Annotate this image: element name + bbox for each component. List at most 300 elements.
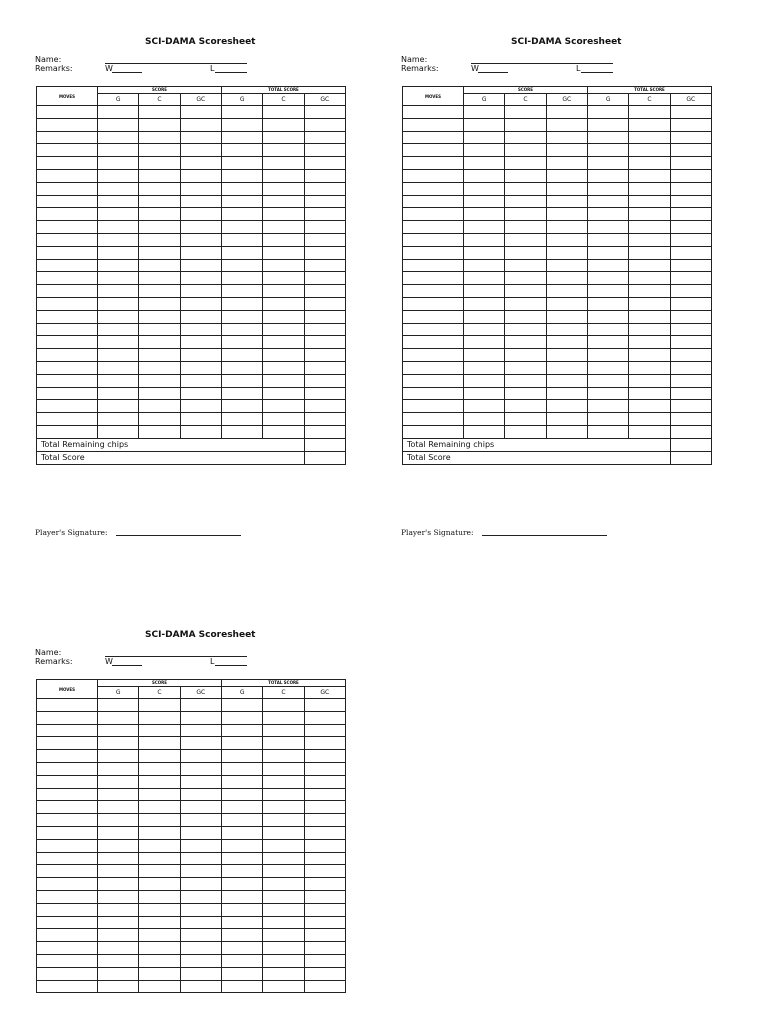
score-cell[interactable]	[629, 400, 670, 413]
moves-cell[interactable]	[37, 967, 98, 980]
moves-cell[interactable]	[403, 413, 464, 426]
score-cell[interactable]	[629, 195, 670, 208]
moves-cell[interactable]	[37, 144, 98, 157]
score-cell[interactable]	[464, 233, 505, 246]
score-cell[interactable]	[670, 323, 711, 336]
score-cell[interactable]	[629, 272, 670, 285]
score-cell[interactable]	[304, 297, 345, 310]
score-cell[interactable]	[304, 826, 345, 839]
score-cell[interactable]	[670, 157, 711, 170]
score-cell[interactable]	[670, 144, 711, 157]
score-cell[interactable]	[464, 246, 505, 259]
score-cell[interactable]	[629, 374, 670, 387]
score-cell[interactable]	[505, 182, 546, 195]
score-cell[interactable]	[587, 387, 628, 400]
score-cell[interactable]	[139, 980, 180, 993]
score-cell[interactable]	[629, 413, 670, 426]
moves-cell[interactable]	[403, 387, 464, 400]
score-cell[interactable]	[587, 144, 628, 157]
score-cell[interactable]	[139, 118, 180, 131]
score-cell[interactable]	[180, 967, 221, 980]
score-cell[interactable]	[464, 272, 505, 285]
moves-cell[interactable]	[403, 259, 464, 272]
score-cell[interactable]	[139, 903, 180, 916]
score-cell[interactable]	[221, 775, 262, 788]
score-cell[interactable]	[263, 954, 304, 967]
score-cell[interactable]	[221, 131, 262, 144]
score-cell[interactable]	[221, 310, 262, 323]
moves-cell[interactable]	[403, 246, 464, 259]
score-cell[interactable]	[221, 711, 262, 724]
score-cell[interactable]	[180, 297, 221, 310]
score-cell[interactable]	[221, 285, 262, 298]
score-cell[interactable]	[304, 425, 345, 438]
score-cell[interactable]	[670, 259, 711, 272]
moves-cell[interactable]	[403, 285, 464, 298]
score-cell[interactable]	[670, 131, 711, 144]
score-cell[interactable]	[221, 400, 262, 413]
score-cell[interactable]	[139, 349, 180, 362]
score-cell[interactable]	[221, 942, 262, 955]
moves-cell[interactable]	[403, 425, 464, 438]
score-cell[interactable]	[670, 336, 711, 349]
score-cell[interactable]	[98, 826, 139, 839]
score-cell[interactable]	[464, 118, 505, 131]
moves-cell[interactable]	[403, 208, 464, 221]
score-cell[interactable]	[98, 118, 139, 131]
score-cell[interactable]	[221, 967, 262, 980]
score-cell[interactable]	[139, 285, 180, 298]
score-cell[interactable]	[263, 724, 304, 737]
score-cell[interactable]	[98, 297, 139, 310]
score-cell[interactable]	[98, 259, 139, 272]
score-cell[interactable]	[180, 711, 221, 724]
score-cell[interactable]	[98, 374, 139, 387]
name-field[interactable]	[105, 63, 247, 64]
moves-cell[interactable]	[403, 118, 464, 131]
score-cell[interactable]	[670, 246, 711, 259]
score-cell[interactable]	[221, 233, 262, 246]
score-cell[interactable]	[546, 106, 587, 119]
score-cell[interactable]	[670, 208, 711, 221]
moves-cell[interactable]	[403, 361, 464, 374]
score-cell[interactable]	[139, 814, 180, 827]
score-cell[interactable]	[587, 157, 628, 170]
moves-cell[interactable]	[403, 272, 464, 285]
moves-cell[interactable]	[37, 272, 98, 285]
score-cell[interactable]	[263, 878, 304, 891]
win-field[interactable]	[478, 72, 508, 73]
score-cell[interactable]	[221, 336, 262, 349]
score-cell[interactable]	[98, 106, 139, 119]
score-cell[interactable]	[263, 750, 304, 763]
score-cell[interactable]	[98, 195, 139, 208]
score-cell[interactable]	[221, 954, 262, 967]
signature-field[interactable]	[116, 535, 241, 536]
moves-cell[interactable]	[37, 208, 98, 221]
moves-cell[interactable]	[37, 195, 98, 208]
score-cell[interactable]	[139, 699, 180, 712]
score-cell[interactable]	[546, 361, 587, 374]
score-cell[interactable]	[263, 942, 304, 955]
score-cell[interactable]	[629, 233, 670, 246]
score-cell[interactable]	[221, 118, 262, 131]
score-cell[interactable]	[221, 272, 262, 285]
score-cell[interactable]	[221, 762, 262, 775]
score-cell[interactable]	[670, 118, 711, 131]
score-cell[interactable]	[263, 144, 304, 157]
score-cell[interactable]	[263, 903, 304, 916]
score-cell[interactable]	[263, 711, 304, 724]
score-cell[interactable]	[546, 208, 587, 221]
score-cell[interactable]	[139, 839, 180, 852]
moves-cell[interactable]	[37, 182, 98, 195]
score-cell[interactable]	[139, 208, 180, 221]
score-cell[interactable]	[505, 272, 546, 285]
score-cell[interactable]	[139, 106, 180, 119]
score-cell[interactable]	[587, 413, 628, 426]
score-cell[interactable]	[587, 272, 628, 285]
score-cell[interactable]	[263, 106, 304, 119]
score-cell[interactable]	[629, 310, 670, 323]
moves-cell[interactable]	[37, 890, 98, 903]
score-cell[interactable]	[587, 195, 628, 208]
score-cell[interactable]	[304, 169, 345, 182]
score-cell[interactable]	[180, 890, 221, 903]
score-cell[interactable]	[139, 157, 180, 170]
moves-cell[interactable]	[37, 131, 98, 144]
score-cell[interactable]	[304, 361, 345, 374]
score-cell[interactable]	[180, 878, 221, 891]
score-cell[interactable]	[304, 246, 345, 259]
score-cell[interactable]	[670, 413, 711, 426]
score-cell[interactable]	[263, 336, 304, 349]
score-cell[interactable]	[304, 310, 345, 323]
score-cell[interactable]	[304, 903, 345, 916]
score-cell[interactable]	[180, 400, 221, 413]
score-cell[interactable]	[304, 387, 345, 400]
score-cell[interactable]	[464, 144, 505, 157]
score-cell[interactable]	[139, 826, 180, 839]
moves-cell[interactable]	[37, 942, 98, 955]
score-cell[interactable]	[180, 246, 221, 259]
moves-cell[interactable]	[37, 349, 98, 362]
score-cell[interactable]	[505, 374, 546, 387]
score-cell[interactable]	[629, 131, 670, 144]
score-cell[interactable]	[304, 144, 345, 157]
moves-cell[interactable]	[37, 387, 98, 400]
score-cell[interactable]	[98, 801, 139, 814]
score-cell[interactable]	[546, 157, 587, 170]
score-cell[interactable]	[670, 400, 711, 413]
score-cell[interactable]	[587, 310, 628, 323]
score-cell[interactable]	[221, 865, 262, 878]
score-cell[interactable]	[304, 724, 345, 737]
score-cell[interactable]	[98, 737, 139, 750]
score-cell[interactable]	[587, 361, 628, 374]
score-cell[interactable]	[98, 425, 139, 438]
moves-cell[interactable]	[403, 336, 464, 349]
moves-cell[interactable]	[37, 788, 98, 801]
score-cell[interactable]	[263, 801, 304, 814]
score-cell[interactable]	[505, 221, 546, 234]
score-cell[interactable]	[464, 169, 505, 182]
score-cell[interactable]	[139, 131, 180, 144]
score-cell[interactable]	[546, 310, 587, 323]
score-cell[interactable]	[263, 259, 304, 272]
score-cell[interactable]	[629, 297, 670, 310]
moves-cell[interactable]	[37, 865, 98, 878]
score-cell[interactable]	[546, 246, 587, 259]
score-cell[interactable]	[98, 750, 139, 763]
moves-cell[interactable]	[37, 750, 98, 763]
score-cell[interactable]	[180, 801, 221, 814]
score-cell[interactable]	[546, 272, 587, 285]
score-cell[interactable]	[304, 801, 345, 814]
score-cell[interactable]	[139, 233, 180, 246]
score-cell[interactable]	[180, 169, 221, 182]
score-cell[interactable]	[98, 775, 139, 788]
score-cell[interactable]	[304, 750, 345, 763]
score-cell[interactable]	[263, 387, 304, 400]
score-cell[interactable]	[505, 361, 546, 374]
score-cell[interactable]	[464, 131, 505, 144]
moves-cell[interactable]	[37, 762, 98, 775]
score-cell[interactable]	[263, 775, 304, 788]
score-cell[interactable]	[464, 400, 505, 413]
score-cell[interactable]	[263, 788, 304, 801]
score-cell[interactable]	[304, 954, 345, 967]
score-cell[interactable]	[139, 221, 180, 234]
score-cell[interactable]	[505, 259, 546, 272]
score-cell[interactable]	[180, 737, 221, 750]
score-cell[interactable]	[180, 954, 221, 967]
moves-cell[interactable]	[37, 413, 98, 426]
score-cell[interactable]	[98, 285, 139, 298]
score-cell[interactable]	[221, 737, 262, 750]
score-cell[interactable]	[464, 361, 505, 374]
score-cell[interactable]	[139, 413, 180, 426]
moves-cell[interactable]	[37, 233, 98, 246]
score-cell[interactable]	[587, 182, 628, 195]
score-cell[interactable]	[304, 106, 345, 119]
score-cell[interactable]	[180, 814, 221, 827]
score-cell[interactable]	[180, 195, 221, 208]
score-cell[interactable]	[629, 118, 670, 131]
signature-field[interactable]	[482, 535, 607, 536]
score-cell[interactable]	[505, 425, 546, 438]
score-cell[interactable]	[263, 814, 304, 827]
score-cell[interactable]	[221, 878, 262, 891]
win-field[interactable]	[112, 665, 142, 666]
score-cell[interactable]	[587, 425, 628, 438]
score-cell[interactable]	[98, 361, 139, 374]
score-cell[interactable]	[180, 272, 221, 285]
moves-cell[interactable]	[403, 144, 464, 157]
score-cell[interactable]	[304, 711, 345, 724]
score-cell[interactable]	[505, 144, 546, 157]
score-cell[interactable]	[304, 413, 345, 426]
moves-cell[interactable]	[37, 711, 98, 724]
score-cell[interactable]	[98, 182, 139, 195]
score-cell[interactable]	[180, 106, 221, 119]
score-cell[interactable]	[263, 157, 304, 170]
moves-cell[interactable]	[37, 980, 98, 993]
moves-cell[interactable]	[37, 259, 98, 272]
score-cell[interactable]	[221, 852, 262, 865]
score-cell[interactable]	[180, 259, 221, 272]
moves-cell[interactable]	[403, 297, 464, 310]
score-cell[interactable]	[139, 916, 180, 929]
score-cell[interactable]	[180, 323, 221, 336]
moves-cell[interactable]	[37, 361, 98, 374]
score-cell[interactable]	[139, 310, 180, 323]
score-cell[interactable]	[546, 259, 587, 272]
score-cell[interactable]	[505, 131, 546, 144]
moves-cell[interactable]	[403, 169, 464, 182]
moves-cell[interactable]	[403, 349, 464, 362]
score-cell[interactable]	[587, 285, 628, 298]
score-cell[interactable]	[98, 246, 139, 259]
score-cell[interactable]	[98, 929, 139, 942]
score-cell[interactable]	[587, 233, 628, 246]
total-remaining-cell[interactable]	[304, 438, 345, 451]
score-cell[interactable]	[139, 425, 180, 438]
score-cell[interactable]	[546, 118, 587, 131]
score-cell[interactable]	[180, 336, 221, 349]
total-score-cell[interactable]	[670, 451, 711, 464]
score-cell[interactable]	[629, 349, 670, 362]
score-cell[interactable]	[98, 144, 139, 157]
score-cell[interactable]	[180, 865, 221, 878]
score-cell[interactable]	[304, 323, 345, 336]
score-cell[interactable]	[180, 413, 221, 426]
score-cell[interactable]	[464, 195, 505, 208]
score-cell[interactable]	[98, 400, 139, 413]
score-cell[interactable]	[98, 349, 139, 362]
moves-cell[interactable]	[37, 310, 98, 323]
score-cell[interactable]	[139, 967, 180, 980]
score-cell[interactable]	[587, 349, 628, 362]
score-cell[interactable]	[180, 118, 221, 131]
score-cell[interactable]	[263, 929, 304, 942]
score-cell[interactable]	[263, 208, 304, 221]
score-cell[interactable]	[139, 865, 180, 878]
score-cell[interactable]	[546, 144, 587, 157]
score-cell[interactable]	[670, 374, 711, 387]
score-cell[interactable]	[587, 169, 628, 182]
score-cell[interactable]	[180, 310, 221, 323]
score-cell[interactable]	[505, 106, 546, 119]
score-cell[interactable]	[464, 106, 505, 119]
moves-cell[interactable]	[37, 400, 98, 413]
score-cell[interactable]	[180, 788, 221, 801]
score-cell[interactable]	[221, 903, 262, 916]
score-cell[interactable]	[180, 699, 221, 712]
score-cell[interactable]	[505, 400, 546, 413]
score-cell[interactable]	[98, 131, 139, 144]
score-cell[interactable]	[304, 942, 345, 955]
score-cell[interactable]	[670, 272, 711, 285]
moves-cell[interactable]	[403, 195, 464, 208]
score-cell[interactable]	[180, 157, 221, 170]
score-cell[interactable]	[98, 323, 139, 336]
score-cell[interactable]	[139, 336, 180, 349]
score-cell[interactable]	[670, 106, 711, 119]
loss-field[interactable]	[215, 72, 247, 73]
score-cell[interactable]	[98, 839, 139, 852]
moves-cell[interactable]	[403, 182, 464, 195]
score-cell[interactable]	[546, 195, 587, 208]
score-cell[interactable]	[221, 814, 262, 827]
score-cell[interactable]	[139, 942, 180, 955]
score-cell[interactable]	[221, 750, 262, 763]
score-cell[interactable]	[180, 980, 221, 993]
score-cell[interactable]	[546, 323, 587, 336]
score-cell[interactable]	[629, 246, 670, 259]
score-cell[interactable]	[221, 297, 262, 310]
score-cell[interactable]	[505, 285, 546, 298]
score-cell[interactable]	[98, 233, 139, 246]
score-cell[interactable]	[304, 195, 345, 208]
score-cell[interactable]	[464, 310, 505, 323]
score-cell[interactable]	[263, 246, 304, 259]
score-cell[interactable]	[263, 852, 304, 865]
score-cell[interactable]	[180, 425, 221, 438]
score-cell[interactable]	[464, 425, 505, 438]
score-cell[interactable]	[221, 144, 262, 157]
score-cell[interactable]	[139, 361, 180, 374]
score-cell[interactable]	[180, 750, 221, 763]
score-cell[interactable]	[221, 929, 262, 942]
score-cell[interactable]	[221, 374, 262, 387]
loss-field[interactable]	[215, 665, 247, 666]
moves-cell[interactable]	[37, 878, 98, 891]
score-cell[interactable]	[670, 195, 711, 208]
score-cell[interactable]	[304, 699, 345, 712]
score-cell[interactable]	[304, 157, 345, 170]
score-cell[interactable]	[304, 208, 345, 221]
score-cell[interactable]	[670, 221, 711, 234]
score-cell[interactable]	[180, 233, 221, 246]
score-cell[interactable]	[629, 387, 670, 400]
score-cell[interactable]	[139, 259, 180, 272]
score-cell[interactable]	[263, 169, 304, 182]
score-cell[interactable]	[670, 285, 711, 298]
score-cell[interactable]	[263, 762, 304, 775]
score-cell[interactable]	[98, 272, 139, 285]
score-cell[interactable]	[505, 387, 546, 400]
moves-cell[interactable]	[37, 246, 98, 259]
score-cell[interactable]	[304, 131, 345, 144]
moves-cell[interactable]	[37, 903, 98, 916]
moves-cell[interactable]	[37, 425, 98, 438]
score-cell[interactable]	[304, 878, 345, 891]
score-cell[interactable]	[629, 323, 670, 336]
score-cell[interactable]	[221, 195, 262, 208]
total-score-cell[interactable]	[304, 451, 345, 464]
score-cell[interactable]	[221, 361, 262, 374]
score-cell[interactable]	[587, 323, 628, 336]
moves-cell[interactable]	[37, 285, 98, 298]
score-cell[interactable]	[670, 182, 711, 195]
score-cell[interactable]	[139, 297, 180, 310]
score-cell[interactable]	[263, 195, 304, 208]
score-cell[interactable]	[464, 285, 505, 298]
score-cell[interactable]	[263, 182, 304, 195]
score-cell[interactable]	[546, 400, 587, 413]
score-cell[interactable]	[221, 425, 262, 438]
